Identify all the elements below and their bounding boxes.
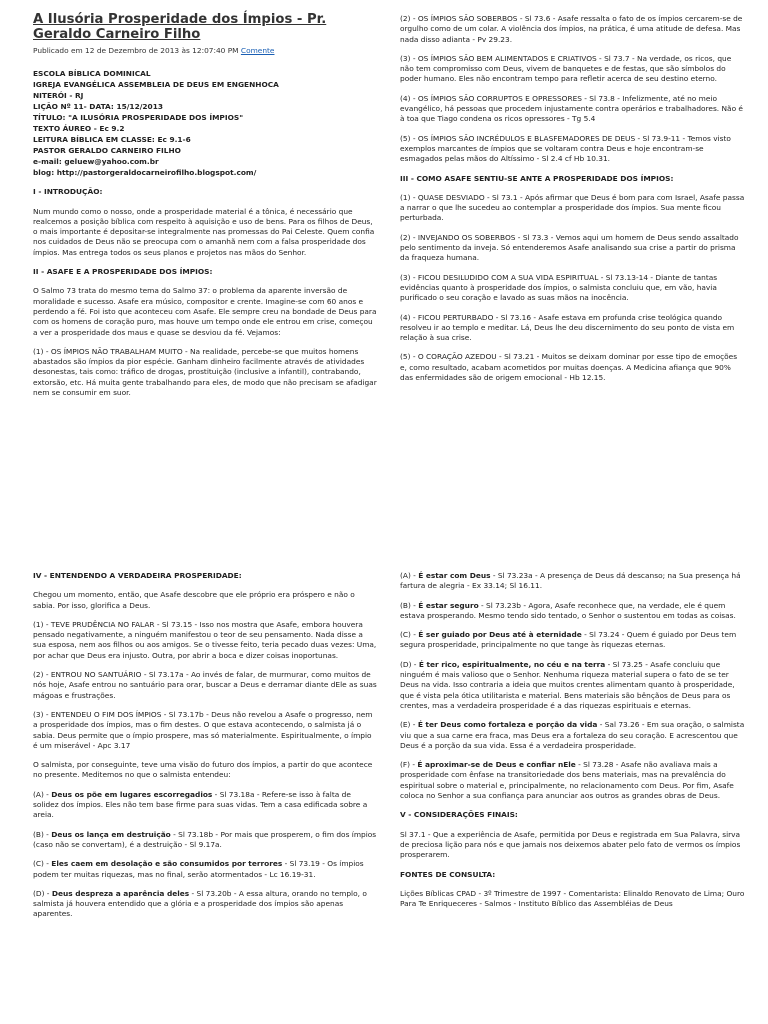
list-item: (2) - OS ÍMPIOS SÃO SOBERBOS - Sl 73.6 - Asafe ressalta o fato de os ímpios cercarem-se de orgulho como de um colar. A violência dos ímpios, na prática, é uma atitude de defesa. Mas nada disso adianta - Pv 29.23.: [400, 14, 743, 44]
lesson-header: [33, 68, 378, 178]
header-line: PASTOR GERALDO CARNEIRO FILHO: [33, 146, 181, 156]
item-prefix: (B) -: [33, 829, 52, 839]
list-item: (5) - O CORAÇÃO AZEDOU - Sl 73.21 - Muitos se deixam dominar por esse tipo de emoções e, como resultado, acabam acometidos por muitas doenças. A Medicina afiança que 90% das enfermidades são de origem emocional - Hb 12.15.: [400, 352, 738, 383]
header-line: e-mail: geluew@yahoo.com.br: [33, 157, 159, 167]
item-text: - Sl 73.19 - Os ímpios podem ter muitas riquezas, mas no final, serão atormentados - Lc 16.19-31.: [33, 859, 364, 879]
header-line: IGREJA EVANGÉLICA ASSEMBLEIA DE DEUS EM ENGENHOCA: [33, 80, 279, 90]
item-emphasis: Deus despreza a aparência deles: [51, 888, 190, 898]
list-item: (1) - QUASE DESVIADO - Sl 73.1 - Após afirmar que Deus é bom para com Israel, Asafe passa a narrar o que lhe sucedeu ao contemplar a prosperidade dos ímpios. Sua mente ficou perturbada.: [400, 192, 745, 223]
item-text: - Sl 73.25 - Asafe concluiu que ninguém é mais valioso que o Senhor. Nenhuma riqueza material supera o fato de se ter Deus na vida. Isso contraria a ideia que muitos crentes alimentam quanto à prosperidade, que é vista pela ótica utilitarista e material. Bens materiais são bênçãos de Deus para os crentes, mas a verdadeira prosperidade é a das riquezas espirituais e eternas.: [400, 659, 735, 710]
header-line: NITERÓI - RJ: [33, 91, 84, 101]
item-text: - Sl 73.18b - Por mais que prosperem, o fim dos ímpios (caso não se convertam), é a destruição - Sl 9.17a.: [33, 829, 377, 849]
paragraph: Sl 37.1 - Que a experiência de Asafe, permitida por Deus e registrada em Sua Palavra, sirva de preciosa lição para nós e que jamais nos deixemos abater pelo fato de vermos os ímpios prosperarem.: [400, 829, 741, 860]
item-emphasis: Eles caem em desolação e são consumidos por terrores: [51, 859, 283, 869]
item-text: - Sl 73.28 - Asafe não avaliava mais a prosperidade com ênfase na transitoriedade dos bens materiais, mas na prevalência do espiritual sobre o material e, principalmente, no relacionamento com Deus. Por fim, Asafe coloca no Senhor a sua confiança para anunciar aos outros as grandes obras de Deus.: [400, 760, 734, 801]
list-item: (4) - OS ÍMPIOS SÃO CORRUPTOS E OPRESSORES - Sl 73.8 - Infelizmente, até no meio evangélico, há pessoas que procedem injustamente contra operários e trabalhadores. Não é à toa que Tiago condena os ricos opressores - Tg 5.4: [400, 93, 743, 124]
list-item: [400, 571, 745, 592]
item-prefix: (D) -: [33, 888, 52, 898]
header-line: blog: http://pastorgeraldocarneirofilho.blogspot.com/: [33, 168, 257, 178]
column-bottom-left: [33, 571, 378, 929]
list-item: [33, 790, 378, 821]
section-heading: I - INTRODUÇÃO:: [33, 187, 103, 197]
publish-date: Publicado em 12 de Dezembro de 2013 às 12:07:40 PM: [33, 46, 241, 55]
paragraph: O salmista, por conseguinte, teve uma visão do futuro dos ímpios, a partir do que acontece no presente. Meditemos no que o salmista entendeu:: [33, 760, 373, 780]
list-item: (3) - OS ÍMPIOS SÃO BEM ALIMENTADOS E CRIATIVOS - Sl 73.7 - Na verdade, os ricos, que não tem compromisso com Deus, vivem de banquetes e de festas, que são símbolos do poder humano. Eles não encontram tempo para refletir acerca de seu destino eterno.: [400, 53, 732, 84]
paragraph: Chegou um momento, então, que Asafe descobre que ele próprio era próspero e não o sabia. Por isso, glorifica a Deus.: [33, 590, 355, 610]
header-line: ESCOLA BÍBLICA DOMINICAL: [33, 69, 151, 79]
item-text: - Sl 73.24 - Quem é guiado por Deus tem segura prosperidade, principalmente no que tange às riquezas eternas.: [400, 630, 737, 650]
paragraph: O Salmo 73 trata do mesmo tema do Salmo 37: o problema da aparente inversão de moralidade e sucesso. Asafe era músico, compositor e crente. Imagine-se com 60 anos e perdendo a fé. Foi isto que aconteceu com Asafe. Ele sempre creu na bondade de Deus para com os homens de coração puro, mas houve um tempo onde ele entrou em crise, começou a ver a prosperidade dos maus e quase se desviou da fé. Vejamos:: [33, 286, 377, 337]
column-bottom-right: [400, 571, 745, 918]
item-text: - Sl 73.18a - Refere-se isso à falta de solidez dos ímpios. Eles não tem base firme para suas vidas. Tem a casa edificada sobre a areia.: [33, 789, 368, 820]
list-item: (3) - ENTENDEU O FIM DOS ÍMPIOS - Sl 73.17b - Deus não revelou a Asafe o progresso, nem a prosperidade dos ímpios, mas o fim destes. O que estava acontecendo, o salmista já o sabia. Deus permite que o ímpio prospere, mas só materialmente. Espiritualmente, o ímpio é um miserável - Apc 3.17: [33, 709, 373, 750]
section-heading: FONTES DE CONSULTA:: [400, 869, 496, 879]
header-line: LEITURA BÍBLICA EM CLASSE: Ec 9.1-6: [33, 135, 191, 145]
item-emphasis: É ter rico, espiritualmente, no céu e na terra: [418, 659, 606, 669]
item-text: - Sl 73.23a - A presença de Deus dá descanso; na Sua presença há fartura de alegria - Ex 33.14; Sl 16.11.: [400, 571, 741, 591]
item-text: - Sl 73.23b - Agora, Asafe reconhece que, na verdade, ele é quem estava prosperando. Mesmo tendo sido tentado, o Senhor o sustentou em todas as coisas.: [400, 600, 736, 620]
paragraph: Lições Bíblicas CPAD - 3º Trimestre de 1997 - Comentarista: Elinaldo Renovato de Lima; Ouro Para Te Enriqueceres - Salmos - Instituto Bíblico das Assembléias de Deus: [400, 888, 745, 909]
item-text: - Sal 73.26 - Em sua oração, o salmista viu que a sua carne era fraca, mas Deus era a fortaleza do seu coração. E acrescentou que Deus é a porção da sua vida. Essa é a verdadeira prosperidade.: [400, 720, 745, 750]
item-prefix: (D) -: [400, 659, 419, 669]
item-prefix: (E) -: [400, 720, 418, 730]
item-emphasis: Deus os põe em lugares escorregadios: [51, 789, 213, 799]
list-item: [400, 630, 745, 651]
header-line: TÍTULO: "A ILUSÓRIA PROSPERIDADE DOS ÍMPIOS": [33, 113, 244, 123]
list-item: (3) - FICOU DESILUDIDO COM A SUA VIDA ESPIRITUAL - Sl 73.13-14 - Diante de tantas evidências quanto à prosperidade dos ímpios, o salmista concluiu que, em vão, havia purificado o seu coração e lavado as suas mãos na inocência.: [400, 272, 718, 303]
section-heading: V - CONSIDERAÇÕES FINAIS:: [400, 810, 518, 820]
item-emphasis: É ter Deus como fortaleza e porção da vida: [417, 720, 598, 730]
article-title[interactable]: A Ilusória Prosperidade dos Ímpios - Pr. Geraldo Carneiro Filho: [33, 12, 327, 42]
section-heading: II - ASAFE E A PROSPERIDADE DOS ÍMPIOS:: [33, 267, 213, 277]
list-item: (5) - OS ÍMPIOS SÃO INCRÉDULOS E BLASFEMADORES DE DEUS - Sl 73.9-11 - Temos visto exemplos marcantes de ímpios que se voltaram contra Deus e hoje encontram-se esmagados pelas mãos do Altíssimo - Sl 2.4 cf Hb 10.31.: [400, 133, 731, 164]
list-item: [400, 760, 745, 801]
list-item: (2) - ENTROU NO SANTUÁRIO - Sl 73.17a - Ao invés de falar, de murmurar, como muitos de nós hoje, Asafe entrou no santuário para orar, buscar a Deus e derramar diante dEle as suas mágoas e frustrações.: [33, 670, 377, 700]
section-heading: III - COMO ASAFE SENTIU-SE ANTE A PROSPERIDADE DOS ÍMPIOS:: [400, 173, 674, 183]
item-prefix: (F) -: [400, 760, 418, 770]
list-item: [33, 889, 378, 920]
item-emphasis: É estar seguro: [418, 600, 479, 610]
header-line: TEXTO ÁUREO - Ec 9.2: [33, 124, 125, 134]
list-item: (2) - INVEJANDO OS SOBERBOS - Sl 73.3 - Vemos aqui um homem de Deus sendo assaltado pelo sentimento da inveja. Só entenderemos Asafe analisando sua crise a partir do prisma da fraqueza humana.: [400, 232, 739, 263]
publish-info: [33, 46, 378, 56]
item-text: - Sl 73.20b - A essa altura, orando no templo, o salmista já houvera entendido que a glória e a prosperidade dos ímpios são apenas aparentes.: [33, 888, 367, 919]
item-prefix: (B) -: [400, 600, 419, 610]
section-heading: IV - ENTENDENDO A VERDADEIRA PROSPERIDADE:: [33, 571, 242, 580]
list-item: (4) - FICOU PERTURBADO - Sl 73.16 - Asafe estava em profunda crise teológica quando resolveu ir ao templo e meditar. Lá, Deus lhe deu discernimento do seu ponto de vista em relação à sua crise.: [400, 312, 735, 343]
item-emphasis: É ser guiado por Deus até à eternidade: [418, 630, 582, 640]
list-item: [400, 601, 745, 622]
item-emphasis: É estar com Deus: [418, 571, 491, 580]
list-item: [33, 859, 378, 880]
item-prefix: (C) -: [400, 630, 419, 640]
item-prefix: (C) -: [33, 859, 52, 869]
item-prefix: (A) -: [400, 571, 419, 580]
comment-link[interactable]: Comente: [240, 46, 275, 55]
column-top-left: [33, 12, 378, 407]
paragraph: Num mundo como o nosso, onde a prosperidade material é a tônica, é necessário que realcemos a posição bíblica com respeito à aquisição e uso de bens. Para os filhos de Deus, o mais importante é depositar-se integralmente nas promessas do Pai Celeste. Quem confia nos cuidados de Deus não se preocupa com o amanhã nem com a falsa prosperidade dos ímpios. Mas entrega todos os seus planos e projetos nas mãos do Senhor.: [33, 206, 375, 257]
list-item: (1) - TEVE PRUDÊNCIA NO FALAR - Sl 73.15 - Isso nos mostra que Asafe, embora houvera pensado negativamente, a ninguém manifestou o teor de seu pensamento. Nada disse a sua esposa, nem aos filhos ou aos amigos. Se o tivesse feito, teria pecado duas vezes: Uma, por achar que Deus era injusto. Outra, por abrir a boca e dizer coisas inoportunas.: [33, 619, 377, 660]
item-emphasis: É aproximar-se de Deus e confiar nEle: [417, 760, 576, 770]
list-item: (1) - OS ÍMPIOS NÃO TRABALHAM MUITO - Na realidade, percebe-se que muitos homens abastados são ímpios da pior espécie. Ganham dinheiro facilmente através de atividades desonestas, tais como: tráfico de drogas, prostituição (inclusive a infantil), contrabando, extorsão, etc. Há muita gente trabalhando para eles, de modo que não precisam se afadigar nem se consumir em suor.: [33, 346, 377, 398]
item-prefix: (A) -: [33, 789, 52, 799]
header-line: LIÇÃO Nº 11- DATA: 15/12/2013: [33, 102, 163, 112]
column-top-right: [400, 14, 745, 392]
list-item: [400, 660, 745, 711]
item-emphasis: Deus os lança em destruição: [51, 829, 171, 839]
list-item: [400, 720, 745, 751]
list-item: [33, 830, 378, 851]
